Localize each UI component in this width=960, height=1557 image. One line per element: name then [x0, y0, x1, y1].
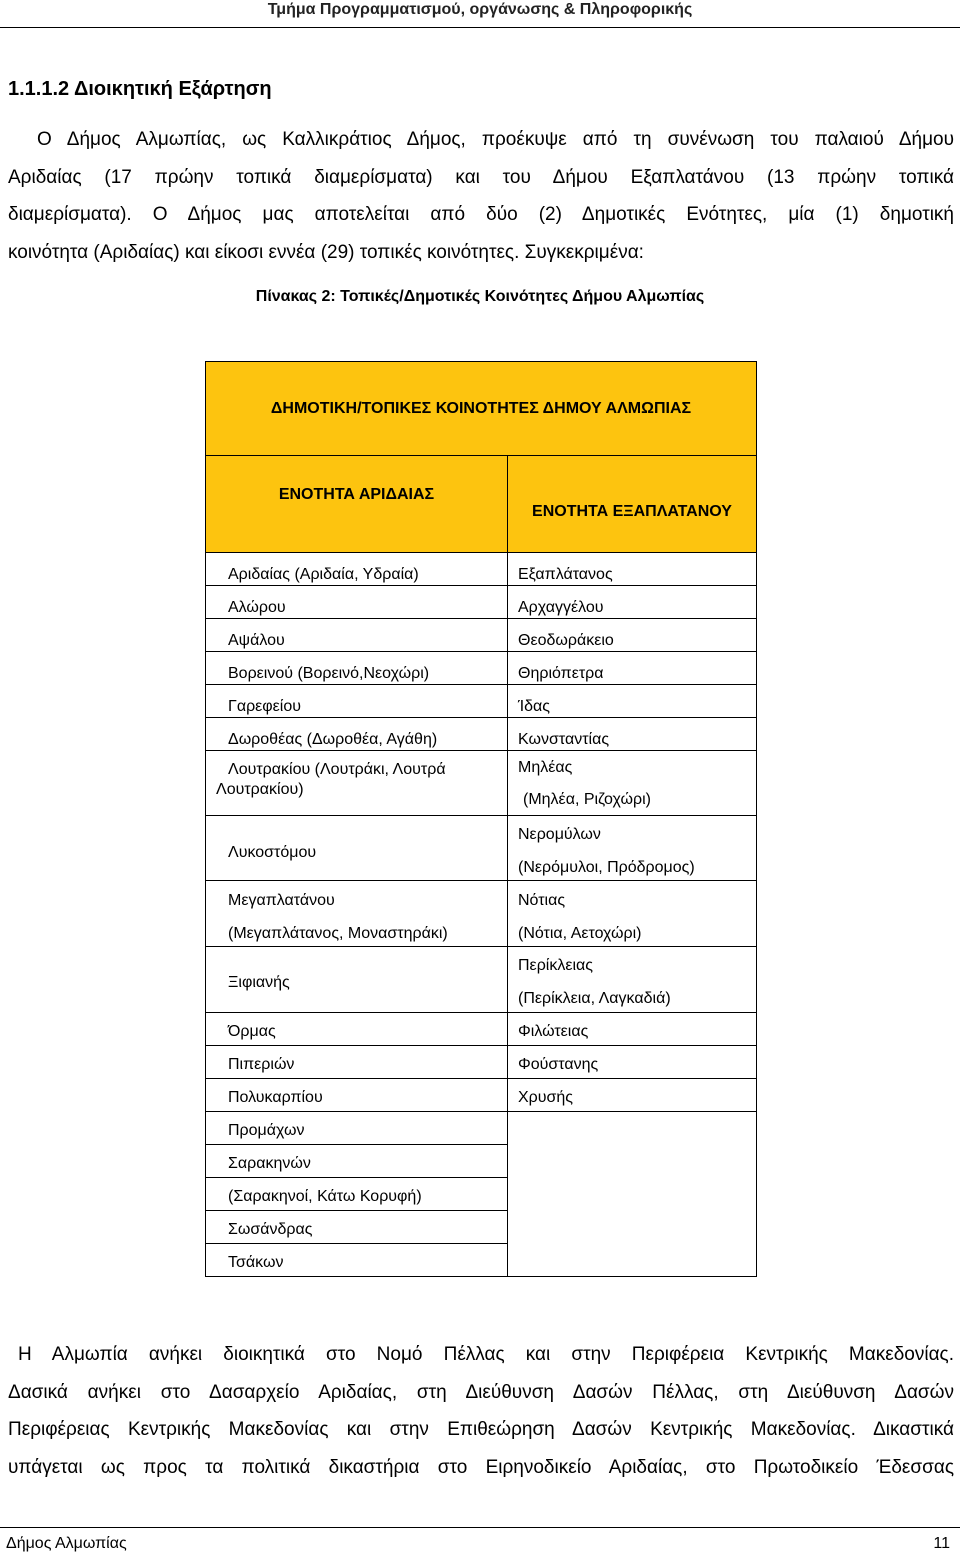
community-name: Νότιας	[518, 892, 566, 909]
table-cell	[206, 1178, 508, 1211]
column-header-aridaia-text: ΕΝΟΤΗΤΑ ΑΡΙΔΑΙΑΣ	[278, 486, 435, 503]
table-cell	[508, 751, 757, 816]
intro-paragraph	[8, 121, 954, 271]
table-cell	[206, 816, 508, 881]
community-name: Όρμας	[228, 1023, 276, 1040]
table-cell	[508, 1211, 757, 1244]
community-villages: (Νότια, Αετοχώρι)	[518, 925, 642, 942]
community-name: Τσάκων	[228, 1254, 284, 1271]
table-cell	[508, 947, 757, 1013]
table-cell	[206, 553, 508, 586]
community-name-continued: Λουτρακίου)	[216, 781, 304, 798]
table-cell	[508, 619, 757, 652]
table-cell	[508, 586, 757, 619]
table-cell	[206, 1046, 508, 1079]
community-name: Θηριόπετρα	[518, 665, 604, 682]
community-name: Νερομύλων	[518, 826, 601, 843]
table-cell	[206, 1211, 508, 1244]
community-name: Φιλώτειας	[518, 1023, 589, 1040]
community-villages: (Σαρακηνοί, Κάτω Κορυφή)	[228, 1188, 422, 1205]
community-name: Σωσάνδρας	[228, 1221, 313, 1238]
community-name: Δωροθέας (Δωροθέα, Αγάθη)	[228, 731, 438, 748]
table-cell	[508, 553, 757, 586]
table-cell	[206, 619, 508, 652]
community-name: Φούστανης	[518, 1056, 599, 1073]
intro-line-1: Ο Δήμος Αλμωπίας, ως Καλλικράτιος Δήμος, προέκυψε από τη συνένωση του παλαιού Δήμου	[37, 129, 954, 150]
closing-line-2: Δασικά ανήκει στο Δασαρχείο Αριδαίας, στη Διεύθυνση Δασών Πέλλας, στη Διεύθυνση Δασών	[8, 1381, 954, 1403]
community-name: Χρυσής	[518, 1089, 574, 1106]
table-cell	[206, 1145, 508, 1178]
table-cell	[508, 1079, 757, 1112]
table-cell	[206, 1244, 508, 1277]
community-name: Γαρεφείου	[228, 698, 302, 715]
community-name: Πολυκαρπίου	[228, 1089, 323, 1106]
community-name: Κωνσταντίας	[518, 731, 610, 748]
community-name: Πιπεριών	[228, 1056, 295, 1073]
table-cell	[508, 1244, 757, 1277]
table-title	[206, 362, 757, 456]
table-cell	[206, 1013, 508, 1046]
column-header-exaplatanos	[508, 456, 757, 553]
table-cell	[508, 1178, 757, 1211]
communities-table	[205, 361, 757, 1277]
table-cell	[206, 1079, 508, 1112]
table-cell	[508, 1013, 757, 1046]
community-name: Αριδαίας (Αριδαία, Υδραία)	[228, 566, 419, 583]
intro-line-3: διαμερίσματα). Ο Δήμος μας αποτελείται από δύο (2) Δημοτικές Ενότητες, μία (1) δημοτική	[8, 204, 954, 225]
column-header-exaplatanos-text: ΕΝΟΤΗΤΑ ΕΞΑΠΛΑΤΑΝΟΥ	[532, 503, 732, 520]
table-cell	[206, 947, 508, 1013]
community-name: Σαρακηνών	[228, 1155, 311, 1172]
community-villages: (Μεγαπλάτανος, Μοναστηράκι)	[228, 925, 448, 942]
community-villages: (Περίκλεια, Λαγκαδιά)	[518, 990, 671, 1007]
table-cell	[508, 718, 757, 751]
table-cell	[508, 685, 757, 718]
intro-line-2: Αριδαίας (17 πρώην τοπικά διαμερίσματα) και του Δήμου Εξαπλατάνου (13 πρώην τοπικά	[8, 166, 954, 188]
table-cell	[508, 881, 757, 947]
community-name: Περίκλειας	[518, 957, 593, 974]
community-name: Αρχαγγέλου	[518, 599, 604, 616]
table-cell	[508, 652, 757, 685]
community-name: Ίδας	[518, 698, 551, 715]
table-cell	[206, 718, 508, 751]
community-name: Λουτρακίου (Λουτράκι, Λουτρά	[228, 761, 446, 778]
community-name: Μεγαπλατάνου	[228, 892, 335, 909]
community-name: Αψάλου	[228, 632, 285, 649]
table-caption: Πίνακας 2: Τοπικές/Δημοτικές Κοινότητες Δήμου Αλμωπίας	[255, 288, 705, 305]
community-name: Προμάχων	[228, 1122, 305, 1139]
intro-line-4: κοινότητα (Αριδαίας) και είκοσι εννέα (29) τοπικές κοινότητες. Συγκεκριμένα:	[8, 241, 644, 263]
header-divider	[0, 27, 960, 28]
table-cell	[206, 881, 508, 947]
closing-line-3: Περιφέρειας Κεντρικής Μακεδονίας και στην Επιθεώρηση Δασών Κεντρικής Μακεδονίας. Δικαστικά	[8, 1419, 954, 1440]
table-cell	[206, 586, 508, 619]
table-cell	[508, 1112, 757, 1145]
community-name: Εξαπλάτανος	[518, 566, 613, 583]
community-name: Ξιφιανής	[228, 974, 290, 991]
table-cell	[206, 751, 508, 816]
community-name: Αλώρου	[228, 599, 286, 616]
table-cell	[206, 1112, 508, 1145]
closing-line-1: Η Αλμωπία ανήκει διοικητικά στο Νομό Πέλλας και στην Περιφέρεια Κεντρικής Μακεδονίας.	[18, 1344, 954, 1365]
community-name: Λυκοστόμου	[228, 844, 317, 861]
page-number: 11	[933, 1535, 950, 1552]
closing-line-4: υπάγεται ως προς τα πολιτικά δικαστήρια στο Ειρηνοδικείο Αριδαίας, στο Πρωτοδικείο Έδεσσας	[8, 1456, 954, 1478]
community-villages: (Νερόμυλοι, Πρόδρομος)	[518, 859, 695, 876]
community-name: Βορεινού (Βορεινό,Νεοχώρι)	[228, 665, 430, 682]
community-name: Θεοδωράκειο	[518, 632, 614, 649]
table-title-text: ΔΗΜΟΤΙΚΗ/ΤΟΠΙΚΕΣ ΚΟΙΝΟΤΗΤΕΣ ΔΗΜΟΥ ΑΛΜΩΠΙΑΣ	[270, 399, 692, 417]
footer-municipality: Δήμος Αλμωπίας	[6, 1535, 127, 1552]
section-title: 1.1.1.2 Διοικητική Εξάρτηση	[8, 78, 272, 100]
closing-paragraph	[8, 1336, 954, 1486]
table-cell	[508, 1145, 757, 1178]
table-cell	[508, 816, 757, 881]
community-villages: (Μηλέα, Ριζοχώρι)	[523, 791, 651, 808]
footer-divider	[0, 1527, 960, 1528]
community-name: Μηλέας	[518, 759, 573, 776]
table-cell	[206, 685, 508, 718]
table-cell	[508, 1046, 757, 1079]
table-cell	[206, 652, 508, 685]
column-header-aridaia	[206, 456, 508, 553]
page-header: Τμήμα Προγραμματισμού, οργάνωσης & Πληροφορικής	[267, 1, 693, 18]
